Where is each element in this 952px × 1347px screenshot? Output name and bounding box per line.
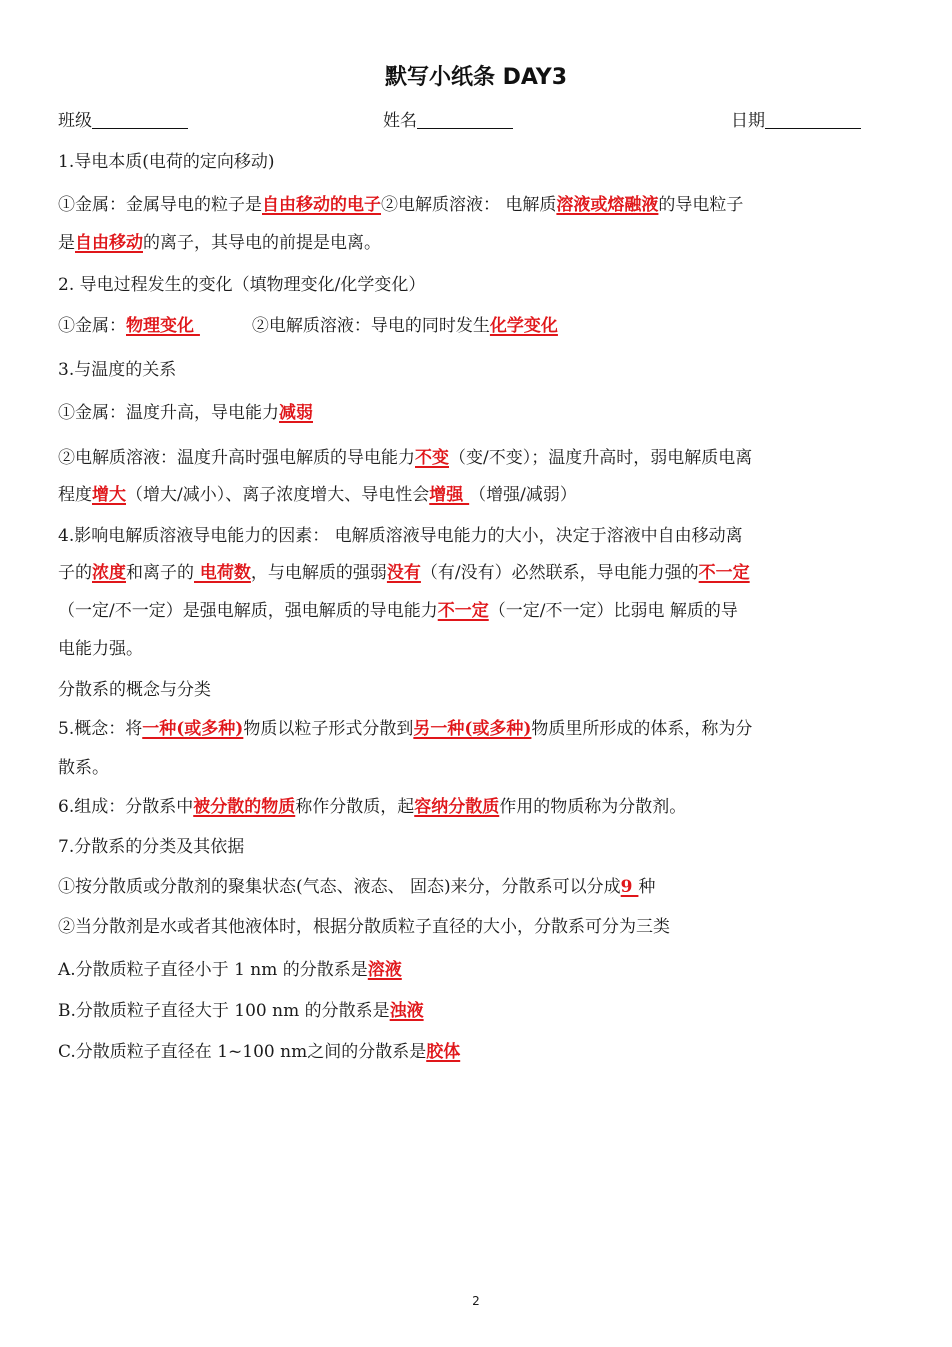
section-heading: 分散系的概念与分类	[58, 680, 211, 700]
text-segment: 日期	[731, 111, 765, 131]
name-field	[383, 106, 513, 131]
s5-line1	[58, 717, 752, 741]
s2-heading: 2. 导电过程发生的变化（填物理变化/化学变化）	[58, 275, 426, 295]
text-segment: 6.组成：分散系中	[58, 797, 194, 817]
answer: 增强	[429, 485, 470, 505]
class-field	[58, 106, 188, 131]
s4-line4: 电能力强。	[58, 639, 143, 659]
text-segment: （有/没有）必然联系，导电能力强的	[420, 563, 699, 583]
text-segment: 5.概念：将	[58, 719, 143, 739]
s1-line1	[58, 193, 743, 217]
text-segment: ①金属：金属导电的粒子是	[58, 195, 262, 215]
text-segment: （变/不变）；温度升高时，弱电解质电离	[449, 448, 753, 468]
text-segment: （增强/减弱）	[469, 485, 577, 505]
s7-line2: ②当分散剂是水或者其他液体时，根据分散质粒子直径的大小，分散系可分为三类	[58, 917, 670, 937]
s7-heading: 7.分散系的分类及其依据	[58, 837, 245, 857]
text-segment: C.分散质粒子直径在 1~100 nm之间的分散系是	[58, 1042, 427, 1062]
text-segment: ②电解质溶液：温度升高时强电解质的导电能力	[58, 448, 415, 468]
s3-line3	[58, 483, 577, 507]
text-segment: 种	[638, 877, 656, 897]
text-segment: ①金属：	[58, 316, 126, 336]
s5-line2: 散系。	[58, 758, 109, 778]
answer: 不一定	[698, 563, 750, 583]
answer: 浓度	[92, 563, 126, 583]
text-segment: ②电解质溶液：导电的同时发生	[251, 316, 490, 336]
text-segment: ②电解质溶液： 电解质	[381, 195, 557, 215]
text-segment: 是	[58, 233, 75, 253]
s7-item-b	[58, 999, 424, 1023]
s4-line3	[58, 599, 738, 623]
answer: 浊液	[389, 1001, 424, 1021]
s7-line1	[58, 875, 655, 899]
answer: 化学变化	[489, 316, 558, 336]
s4-line2	[58, 561, 750, 585]
answer: 增大	[92, 485, 126, 505]
text-segment: （一定/不一定）是强电解质，强电解质的导电能力	[58, 601, 438, 621]
answer: 自由移动	[75, 233, 143, 253]
s6-line	[58, 795, 686, 819]
answer: 9	[620, 877, 639, 897]
page-number: 2	[472, 1294, 480, 1308]
text-segment: A.分散质粒子直径小于 1 nm 的分散系是	[58, 960, 368, 980]
answer: 不一定	[437, 601, 489, 621]
text-segment: 的导电粒子	[658, 195, 744, 215]
text-segment: 的离子，其导电的前提是电离。	[143, 233, 381, 253]
class-blank	[92, 111, 188, 129]
text-segment: ①金属：温度升高，导电能力	[58, 403, 279, 423]
answer: 胶体	[426, 1042, 461, 1062]
answer: 物理变化	[126, 316, 200, 336]
text-segment: 姓名	[383, 111, 417, 131]
answer: 容纳分散质	[414, 797, 500, 817]
text-segment: 作用的物质称为分散剂。	[499, 797, 687, 817]
answer: 没有	[386, 563, 421, 583]
s7-item-c	[58, 1040, 460, 1064]
s3-line1	[58, 401, 313, 425]
text-segment: 子的	[58, 563, 92, 583]
answer: 另一种(或多种)	[413, 719, 532, 739]
answer: 减弱	[279, 403, 313, 423]
text-segment: ，与电解质的强弱	[250, 563, 387, 583]
s3-heading: 3.与温度的关系	[58, 360, 177, 380]
text-segment: ①按分散质或分散剂的聚集状态(气态、液态、 固态)来分，分散系可以分成	[58, 877, 621, 897]
s1-line2	[58, 231, 381, 255]
answer: 电荷数	[194, 563, 251, 583]
text-segment: 物质里所形成的体系，称为分	[531, 719, 753, 739]
text-segment: 班级	[58, 111, 92, 131]
answer: 溶液或熔融液	[556, 195, 659, 215]
text-segment: 程度	[58, 485, 92, 505]
text-segment: （一定/不一定）比弱电 解质的导	[488, 601, 738, 621]
s4-line1: 4.影响电解质溶液导电能力的因素： 电解质溶液导电能力的大小，决定于溶液中自由移动离	[58, 526, 743, 546]
text-segment: 称作分散质，起	[295, 797, 415, 817]
text-segment: （增大/减小）、离子浓度增大、导电性会	[126, 485, 430, 505]
answer: 一种(或多种)	[142, 719, 244, 739]
page-title: 默写小纸条 DAY3	[384, 65, 568, 90]
date-field	[731, 106, 861, 131]
answer: 自由移动的电子	[262, 195, 381, 215]
s1-heading: 1.导电本质(电荷的定向移动)	[58, 152, 275, 172]
answer: 溶液	[367, 960, 402, 980]
name-blank	[417, 111, 513, 129]
s3-line2	[58, 446, 752, 470]
text-segment: B.分散质粒子直径大于 100 nm 的分散系是	[58, 1001, 390, 1021]
text-segment: 和离子的	[126, 563, 194, 583]
answer: 不变	[415, 448, 449, 468]
s2-line	[58, 314, 558, 338]
s7-item-a	[58, 958, 402, 982]
text-segment: 物质以粒子形式分散到	[243, 719, 414, 739]
answer: 被分散的物质	[193, 797, 296, 817]
date-blank	[765, 111, 861, 129]
